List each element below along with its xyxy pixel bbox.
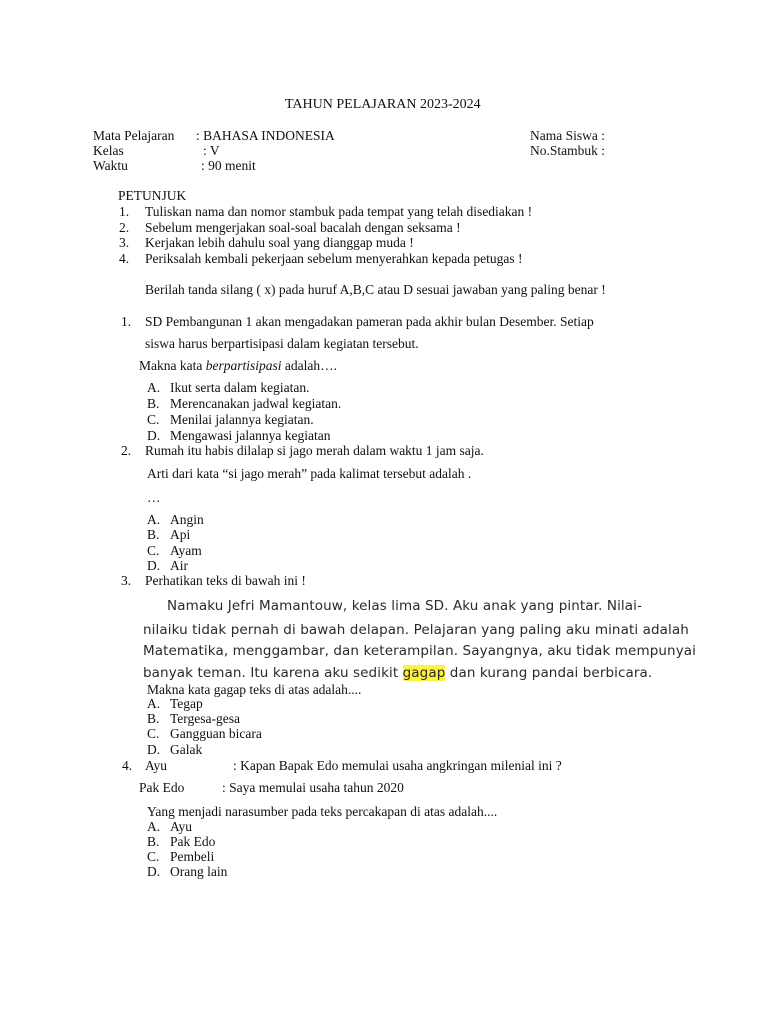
instruction-text: Kerjakan lebih dahulu soal yang dianggap muda ! bbox=[145, 235, 414, 250]
question-number: 1. bbox=[121, 314, 132, 329]
instructions-heading: PETUNJUK bbox=[118, 188, 187, 203]
question-text: Rumah itu habis dilalap si jago merah dalam waktu 1 jam saja. bbox=[145, 443, 484, 458]
italic-term: berpartisipasi bbox=[205, 358, 282, 373]
page-title: TAHUN PELAJARAN 2023-2024 bbox=[285, 97, 481, 112]
time-value: : 90 menit bbox=[201, 158, 256, 173]
instruction-number: 4. bbox=[119, 251, 130, 266]
student-name-label: Nama Siswa : bbox=[530, 128, 605, 143]
option-letter: D. bbox=[147, 428, 161, 443]
highlighted-word: gagap bbox=[402, 665, 446, 681]
subject-value: : BAHASA INDONESIA bbox=[196, 128, 335, 143]
subject-label: Mata Pelajaran bbox=[93, 128, 175, 143]
question-prompt: Makna kata gagap teks di atas adalah.... bbox=[147, 682, 362, 697]
option-letter: A. bbox=[147, 512, 161, 527]
dialogue-speaker: Pak Edo bbox=[139, 780, 185, 795]
option-text: Ikut serta dalam kegiatan. bbox=[170, 380, 310, 395]
option-letter: D. bbox=[147, 864, 161, 879]
question-text: Perhatikan teks di bawah ini ! bbox=[145, 573, 306, 588]
option-letter: A. bbox=[147, 819, 161, 834]
option-letter: B. bbox=[147, 396, 160, 411]
question-prompt: Makna kata berpartisipasi adalah…. bbox=[139, 358, 337, 373]
option-text: Air bbox=[170, 558, 188, 573]
option-text: Galak bbox=[170, 742, 203, 757]
option-text: Tergesa-gesa bbox=[170, 711, 241, 726]
class-label: Kelas bbox=[93, 143, 124, 158]
question-number: 2. bbox=[121, 443, 132, 458]
class-value: : V bbox=[203, 143, 220, 158]
question-text: SD Pembangunan 1 akan mengadakan pameran pada akhir bulan Desember. Setiap bbox=[145, 314, 594, 329]
dialogue-line: : Saya memulai usaha tahun 2020 bbox=[222, 780, 404, 795]
option-text: Tegap bbox=[170, 696, 203, 711]
option-text: Api bbox=[170, 527, 191, 542]
question-prompt: Yang menjadi narasumber pada teks percakapan di atas adalah.... bbox=[147, 804, 498, 819]
option-text: Orang lain bbox=[170, 864, 228, 879]
option-text: Pak Edo bbox=[170, 834, 216, 849]
option-letter: C. bbox=[147, 726, 160, 741]
dialogue-speaker: Ayu bbox=[145, 758, 168, 773]
instruction-text: Periksalah kembali pekerjaan sebelum menyerahkan kepada petugas ! bbox=[145, 251, 523, 266]
option-text: Merencanakan jadwal kegiatan. bbox=[170, 396, 342, 411]
option-letter: C. bbox=[147, 412, 160, 427]
option-text: Angin bbox=[170, 512, 204, 527]
passage-line: Namaku Jefri Mamantouw, kelas lima SD. Aku anak yang pintar. Nilai- bbox=[167, 598, 642, 614]
option-text: Ayu bbox=[170, 819, 193, 834]
question-text: siswa harus berpartisipasi dalam kegiatan tersebut. bbox=[145, 336, 419, 351]
question-number: 4. bbox=[122, 758, 133, 773]
question-number: 3. bbox=[121, 573, 132, 588]
option-text: Pembeli bbox=[170, 849, 215, 864]
time-label: Waktu bbox=[93, 158, 128, 173]
option-letter: B. bbox=[147, 527, 160, 542]
passage-line: banyak teman. Itu karena aku sedikit gagap dan kurang pandai berbicara. bbox=[143, 665, 653, 681]
question-prompt-continuation: … bbox=[147, 490, 161, 505]
option-letter: D. bbox=[147, 558, 161, 573]
option-letter: A. bbox=[147, 380, 161, 395]
option-text: Mengawasi jalannya kegiatan bbox=[170, 428, 331, 443]
passage-line: nilaiku tidak pernah di bawah delapan. Pelajaran yang paling aku minati adalah bbox=[143, 622, 689, 638]
instruction-text: Sebelum mengerjakan soal-soal bacalah dengan seksama ! bbox=[145, 220, 461, 235]
instruction-number: 1. bbox=[119, 204, 130, 219]
option-letter: B. bbox=[147, 834, 160, 849]
dialogue-line: : Kapan Bapak Edo memulai usaha angkringan milenial ini ? bbox=[233, 758, 562, 773]
option-text: Ayam bbox=[170, 543, 202, 558]
option-text: Menilai jalannya kegiatan. bbox=[170, 412, 314, 427]
option-letter: B. bbox=[147, 711, 160, 726]
instruction-number: 2. bbox=[119, 220, 130, 235]
instruction-text: Tuliskan nama dan nomor stambuk pada tempat yang telah disediakan ! bbox=[145, 204, 533, 219]
option-text: Gangguan bicara bbox=[170, 726, 262, 741]
question-prompt: Arti dari kata “si jago merah” pada kalimat tersebut adalah . bbox=[147, 466, 472, 481]
passage-line: Matematika, menggambar, dan keterampilan. Sayangnya, aku tidak mempunyai bbox=[143, 643, 697, 659]
option-letter: C. bbox=[147, 849, 160, 864]
student-number-label: No.Stambuk : bbox=[530, 143, 606, 158]
option-letter: A. bbox=[147, 696, 161, 711]
instruction-number: 3. bbox=[119, 235, 130, 250]
option-letter: C. bbox=[147, 543, 160, 558]
answer-instruction: Berilah tanda silang ( x) pada huruf A,B,C atau D sesuai jawaban yang paling benar ! bbox=[145, 282, 606, 297]
option-letter: D. bbox=[147, 742, 161, 757]
